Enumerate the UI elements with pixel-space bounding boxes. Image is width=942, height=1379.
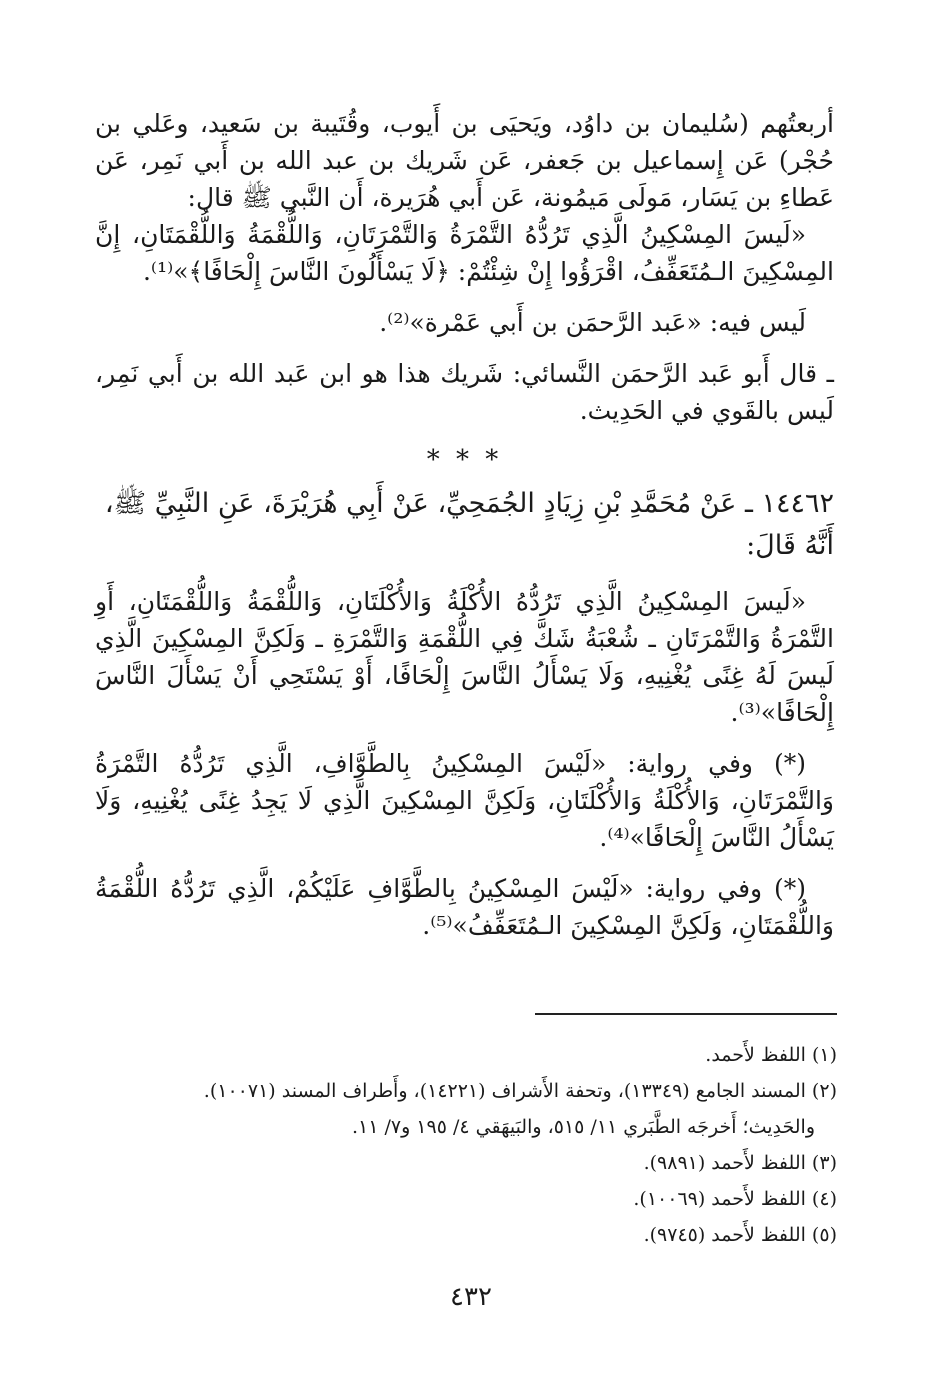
hadith-text-paragraph: «لَيسَ المِسْكِينُ الَّذِي تَرُدُّهُ التَّمْرَةُ وَالتَّمْرَتَانِ، وَاللُّقْمَةُ وَاللُّقْمَتَانِ، إِنَّ المِسْكِينَ الـمُتَعَفِّفُ، اقْرَؤُوا إِنْ شِئْتُمْ: ﴿لَا يَسْأَلُونَ النَّاسَ إِلْحَافًا﴾»⁽¹⁾. [95, 220, 834, 286]
footnote-divider [535, 1013, 837, 1015]
hadith-heading: ١٤٤٦٢ ـ عَنْ مُحَمَّدِ بْنِ زِيَادٍ الجُمَحِيِّ، عَنْ أَبِي هُرَيْرَةَ، عَنِ النَّبِيِّ ﷺ، أَنَّهُ قَالَ: [104, 488, 834, 561]
riwaya-paragraph-2: (*) وفي رواية: «لَيْسَ المِسْكِينُ بِالطَّوَّافِ عَلَيْكُمْ، الَّذِي تَرُدُّهُ اللُّقْمَةُ وَاللُّقْمَتَانِ، وَلَكِنَّ المِسْكِينَ الـمُتَعَفِّفُ»⁽⁵⁾. [95, 874, 834, 940]
hadith-body: «لَيسَ المِسْكِينُ الَّذِي تَرُدُّهُ الأُكْلَةُ وَالأُكْلَتَانِ، وَاللُّقْمَةُ وَاللُّقْمَتَانِ، أَوِ التَّمْرَةُ وَالتَّمْرَتَانِ ـ شُعْبَةُ شَكَّ فِي اللُّقْمَةِ وَالتَّمْرَةِ ـ وَلَكِنَّ المِسْكِينَ الَّذِي لَيسَ لَهُ غِنًى يُغْنِيهِ، وَلَا يَسْأَلُ النَّاسَ إِلْحَافًا، أَوْ يَسْتَحِي أَنْ يَسْأَلَ النَّاسَ إِلْحَافًا»⁽³⁾. [95, 587, 834, 727]
footnote-2-continuation: والحَدِيث؛ أَخرجَه الطَّبَري ١١/ ٥١٥، والبَيهَقي ٤/ ١٩٥ و٧/ ١١. [351, 1116, 815, 1138]
page-number: ٤٣٢ [450, 1282, 492, 1312]
footnote-1: (١) اللفظ لأَحمد. [705, 1044, 837, 1066]
nasai-comment-paragraph: ـ قال أَبو عَبد الرَّحمَن النَّسائي: شَريك هذا هو ابن عَبد الله بن أَبي نَمِر، لَيس بالقَوي في الحَدِيث. [95, 359, 834, 425]
section-separator: * * * [426, 445, 503, 475]
footnotes [95, 1013, 837, 1253]
footnote-4: (٤) اللفظ لأَحمد (١٠٠٦٩). [633, 1188, 837, 1210]
isnad-paragraph: أربعتُهم (سُليمان بن داوُد، ويَحيَى بن أَيوب، وقُتَيبة بن سَعيد، وعَلي بن حُجْر) عَن إِسماعيل بن جَعفر، عَن شَريك بن عبد الله بن أَبي نَمِر، عَن عَطاءِ بن يَسَار، مَولَى مَيمُونة، عَن أَبي هُرَيرة، أَن النَّبي ﷺ قال: [95, 109, 834, 212]
footnote-2: (٢) المسند الجامع (١٣٣٤٩)، وتحفة الأَشراف (١٤٢٢١)، وأَطراف المسند (١٠٠٧١). [203, 1080, 837, 1102]
riwaya-paragraph-1: (*) وفي رواية: «لَيْسَ المِسْكِينُ بِالطَّوَّافِ، الَّذِي تَرُدُّهُ التَّمْرَةُ وَالتَّمْرَتَانِ، وَالأُكْلَةُ وَالأُكْلَتَانِ، وَلَكِنَّ المِسْكِينَ الَّذِي لَا يَجِدُ غِنًى يُغْنِيهِ، وَلَا يَسْأَلُ النَّاسَ إِلْحَافًا»⁽⁴⁾. [95, 749, 834, 852]
main-text [95, 105, 834, 944]
note-paragraph: لَيس فيه: «عَبد الرَّحمَن بن أَبي عَمْرة»⁽²⁾. [379, 308, 806, 337]
footnote-3: (٣) اللفظ لأَحمد (٩٨٩١). [643, 1152, 837, 1174]
footnote-5: (٥) اللفظ لأَحمد (٩٧٤٥). [643, 1224, 837, 1246]
